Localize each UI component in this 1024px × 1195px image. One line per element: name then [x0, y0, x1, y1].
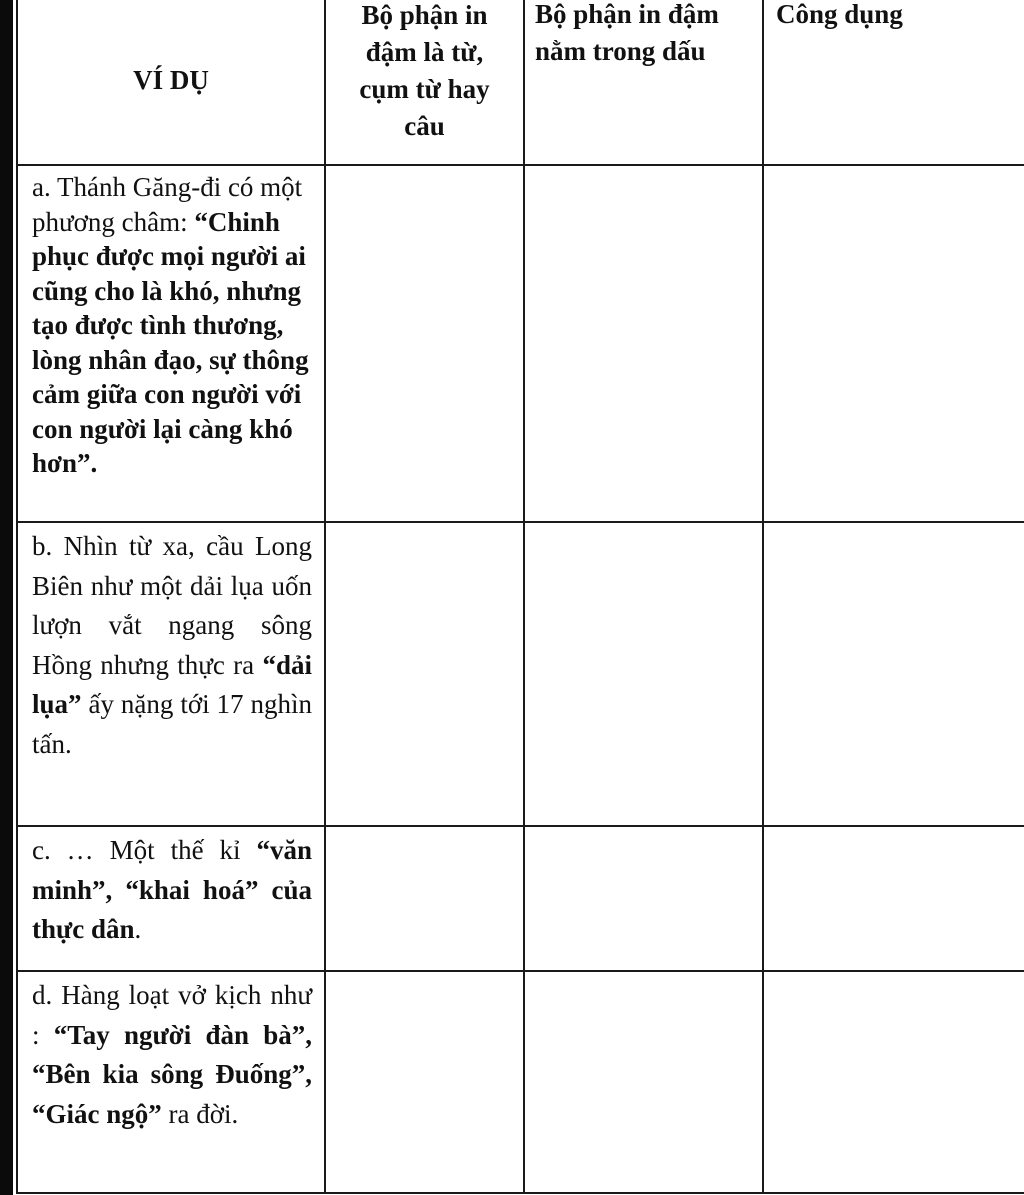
answer-cell[interactable] [763, 826, 1024, 971]
answer-cell[interactable] [524, 522, 763, 826]
table-row [17, 826, 1024, 971]
header-bold-part-in-marks: Bộ phận in đậm nằm trong dấu [524, 0, 763, 165]
table-row [17, 165, 1024, 522]
example-d: d. Hàng loạt vở kịch như : “Tay người đàn bà”, “Bên kia sông Đuống”, “Giác ngộ” ra đời. [17, 971, 325, 1193]
table-row [17, 522, 1024, 826]
answer-cell[interactable] [763, 522, 1024, 826]
answer-cell[interactable] [524, 826, 763, 971]
exercise-table [16, 0, 1024, 1194]
header-vi-du: VÍ DỤ [17, 0, 325, 165]
example-a: a. Thánh Găng-đi có một phương châm: “Chinh phục được mọi người ai cũng cho là khó, nhưng tạo được tình thương, lòng nhân đạo, sự thông cảm giữa con người với con người lại càng khó hơn”. [17, 165, 325, 522]
table-row [17, 971, 1024, 1193]
answer-cell[interactable] [325, 971, 524, 1193]
answer-cell[interactable] [325, 826, 524, 971]
header-bold-part-type: Bộ phận in đậm là từ, cụm từ hay câu [325, 0, 524, 165]
answer-cell[interactable] [763, 971, 1024, 1193]
answer-cell[interactable] [524, 165, 763, 522]
answer-cell[interactable] [325, 522, 524, 826]
example-c: c. … Một thế kỉ “văn minh”, “khai hoá” của thực dân. [17, 826, 325, 971]
left-edge-bar [0, 0, 13, 1195]
answer-cell[interactable] [763, 165, 1024, 522]
answer-cell[interactable] [325, 165, 524, 522]
header-usage: Công dụng [763, 0, 1024, 165]
example-b: b. Nhìn từ xa, cầu Long Biên như một dải lụa uốn lượn vắt ngang sông Hồng nhưng thực ra “dải lụa” ấy nặng tới 17 nghìn tấn. [17, 522, 325, 826]
answer-cell[interactable] [524, 971, 763, 1193]
header-row [17, 0, 1024, 165]
